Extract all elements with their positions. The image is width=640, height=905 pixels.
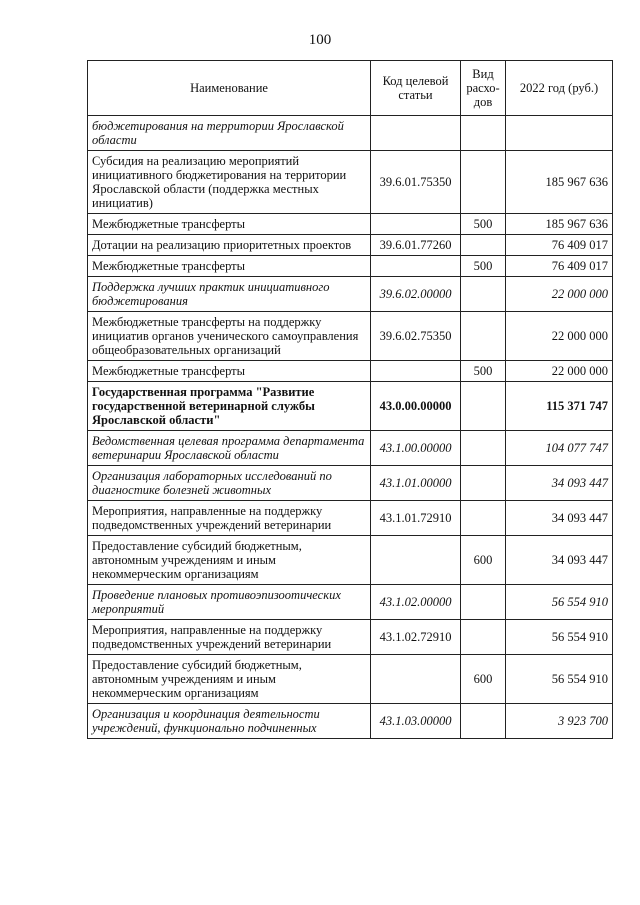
page-number: 100 xyxy=(308,32,332,48)
cell-code xyxy=(371,536,461,585)
table-row xyxy=(88,431,613,466)
cell-amount: 3 923 700 xyxy=(506,704,613,739)
table-row xyxy=(88,361,613,382)
cell-vid: 500 xyxy=(461,256,506,277)
cell-amount: 56 554 910 xyxy=(506,655,613,704)
table-row xyxy=(88,214,613,235)
cell-name: Организация лабораторных исследований по диагностике болезней животных xyxy=(88,466,371,501)
table-row xyxy=(88,501,613,536)
cell-vid xyxy=(461,382,506,431)
cell-vid xyxy=(461,151,506,214)
cell-amount: 185 967 636 xyxy=(506,151,613,214)
cell-amount: 104 077 747 xyxy=(506,431,613,466)
header-amount: 2022 год (руб.) xyxy=(506,61,613,116)
cell-name: Ведомственная целевая программа департамента ветеринарии Ярославской области xyxy=(88,431,371,466)
cell-amount: 115 371 747 xyxy=(506,382,613,431)
cell-amount: 76 409 017 xyxy=(506,256,613,277)
cell-amount: 22 000 000 xyxy=(506,361,613,382)
cell-vid xyxy=(461,235,506,256)
cell-vid xyxy=(461,431,506,466)
cell-name: Организация и координация деятельности учреждений, функционально подчиненных xyxy=(88,704,371,739)
cell-amount: 185 967 636 xyxy=(506,214,613,235)
table-row xyxy=(88,620,613,655)
cell-name: Предоставление субсидий бюджетным, автономным учреждениям и иным некоммерческим организациям xyxy=(88,655,371,704)
cell-name: Проведение плановых противоэпизоотических мероприятий xyxy=(88,585,371,620)
cell-code: 43.0.00.00000 xyxy=(371,382,461,431)
table-row xyxy=(88,585,613,620)
cell-vid: 600 xyxy=(461,536,506,585)
cell-amount: 34 093 447 xyxy=(506,466,613,501)
table-row xyxy=(88,256,613,277)
cell-code: 39.6.01.75350 xyxy=(371,151,461,214)
cell-vid xyxy=(461,620,506,655)
table-header-row xyxy=(88,61,613,116)
table-row xyxy=(88,277,613,312)
header-name: Наименование xyxy=(88,61,371,116)
cell-vid xyxy=(461,116,506,151)
cell-amount: 34 093 447 xyxy=(506,536,613,585)
cell-code xyxy=(371,116,461,151)
cell-vid xyxy=(461,501,506,536)
table-row xyxy=(88,704,613,739)
cell-vid xyxy=(461,312,506,361)
table-row xyxy=(88,116,613,151)
cell-name: Мероприятия, направленные на поддержку подведомственных учреждений ветеринарии xyxy=(88,620,371,655)
cell-name: Межбюджетные трансферты xyxy=(88,361,371,382)
cell-name: Межбюджетные трансферты xyxy=(88,256,371,277)
cell-code: 43.1.00.00000 xyxy=(371,431,461,466)
cell-name: Дотации на реализацию приоритетных проектов xyxy=(88,235,371,256)
cell-amount: 22 000 000 xyxy=(506,277,613,312)
table-row xyxy=(88,382,613,431)
header-vid: Вид расхо-дов xyxy=(461,61,506,116)
cell-vid xyxy=(461,585,506,620)
cell-code: 43.1.02.72910 xyxy=(371,620,461,655)
cell-code: 43.1.01.00000 xyxy=(371,466,461,501)
cell-code: 43.1.03.00000 xyxy=(371,704,461,739)
table-row xyxy=(88,151,613,214)
budget-table xyxy=(87,60,613,739)
cell-name: Предоставление субсидий бюджетным, автономным учреждениям и иным некоммерческим организациям xyxy=(88,536,371,585)
cell-name: Межбюджетные трансферты на поддержку инициатив органов ученического самоуправления общеобразовательных организаций xyxy=(88,312,371,361)
cell-code xyxy=(371,214,461,235)
cell-vid: 500 xyxy=(461,214,506,235)
cell-vid: 500 xyxy=(461,361,506,382)
table-body xyxy=(88,116,613,739)
cell-name: Межбюджетные трансферты xyxy=(88,214,371,235)
cell-code: 39.6.01.77260 xyxy=(371,235,461,256)
cell-amount: 34 093 447 xyxy=(506,501,613,536)
table-row xyxy=(88,466,613,501)
cell-code: 39.6.02.00000 xyxy=(371,277,461,312)
cell-amount xyxy=(506,116,613,151)
cell-name: Мероприятия, направленные на поддержку подведомственных учреждений ветеринарии xyxy=(88,501,371,536)
cell-name: бюджетирования на территории Ярославской области xyxy=(88,116,371,151)
cell-code: 43.1.02.00000 xyxy=(371,585,461,620)
cell-name: Субсидия на реализацию мероприятий инициативного бюджетирования на территории Ярославской области (поддержка местных инициатив) xyxy=(88,151,371,214)
table-row xyxy=(88,312,613,361)
table-row xyxy=(88,655,613,704)
cell-name: Государственная программа "Развитие государственной ветеринарной службы Ярославской области" xyxy=(88,382,371,431)
cell-code: 43.1.01.72910 xyxy=(371,501,461,536)
cell-amount: 56 554 910 xyxy=(506,585,613,620)
cell-code xyxy=(371,655,461,704)
table-row xyxy=(88,235,613,256)
cell-vid xyxy=(461,704,506,739)
cell-code xyxy=(371,256,461,277)
cell-vid xyxy=(461,466,506,501)
cell-vid xyxy=(461,277,506,312)
cell-amount: 76 409 017 xyxy=(506,235,613,256)
cell-code xyxy=(371,361,461,382)
cell-code: 39.6.02.75350 xyxy=(371,312,461,361)
cell-amount: 56 554 910 xyxy=(506,620,613,655)
cell-vid: 600 xyxy=(461,655,506,704)
cell-name: Поддержка лучших практик инициативного бюджетирования xyxy=(88,277,371,312)
cell-amount: 22 000 000 xyxy=(506,312,613,361)
header-code: Код целевой статьи xyxy=(371,61,461,116)
table-row xyxy=(88,536,613,585)
